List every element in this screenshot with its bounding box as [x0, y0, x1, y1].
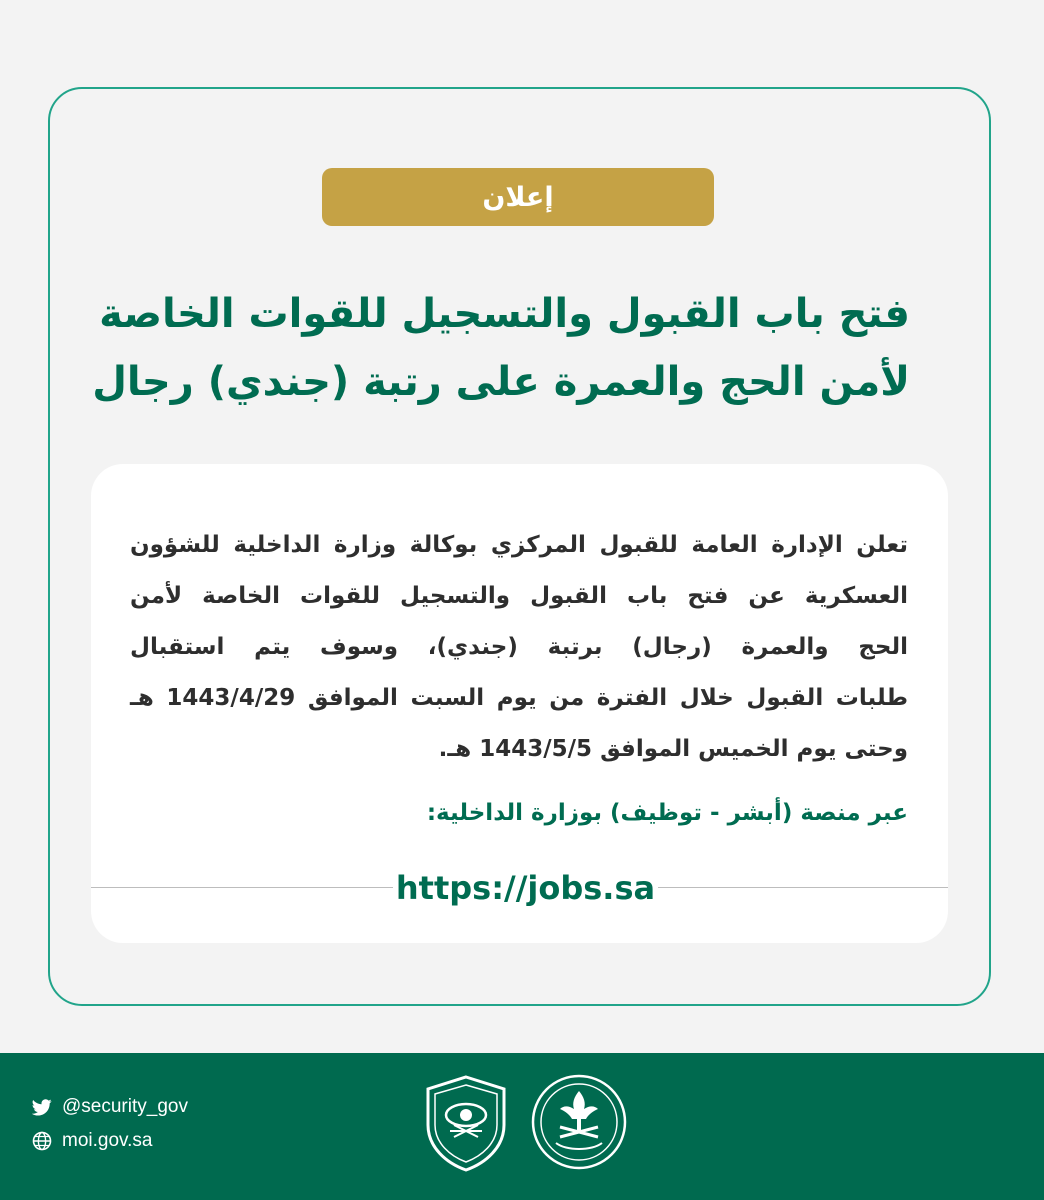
- twitter-contact[interactable]: [32, 1096, 188, 1118]
- twitter-handle: @security_gov: [62, 1096, 188, 1117]
- website-url: moi.gov.sa: [62, 1130, 153, 1151]
- announcement-badge: [322, 168, 714, 226]
- divider-left: [91, 887, 393, 888]
- website-contact[interactable]: [32, 1130, 152, 1152]
- globe-icon: [32, 1131, 52, 1151]
- public-security-logo: [420, 1073, 512, 1173]
- title-line-1: فتح باب القبول والتسجيل للقوات الخاصة: [99, 291, 910, 337]
- ministry-interior-logo: [530, 1073, 628, 1171]
- body-line-1: تعلن الإدارة العامة للقبول المركزي بوكالة وزارة الداخلية للشؤون: [130, 532, 908, 558]
- announcement-title: [90, 280, 910, 416]
- divider-right: [658, 887, 948, 888]
- platform-text: عبر منصة (أبشر - توظيف) بوزارة الداخلية:: [426, 800, 908, 826]
- title-line-2: لأمن الحج والعمرة على رتبة (جندي) رجال: [92, 359, 910, 405]
- twitter-icon: [32, 1099, 52, 1116]
- announcement-body: [130, 520, 908, 775]
- jobs-link[interactable]: https://jobs.sa: [395, 869, 656, 907]
- footer-bar: [0, 1053, 1044, 1200]
- badge-label: إعلان: [482, 181, 554, 213]
- body-line-4: طلبات القبول خلال الفترة من يوم السبت الموافق 1443/4/29 هـ: [130, 685, 908, 711]
- body-line-2: العسكرية عن فتح باب القبول والتسجيل للقوات الخاصة لأمن: [130, 583, 908, 609]
- body-line-5: وحتى يوم الخميس الموافق 1443/5/5 هـ.: [438, 736, 908, 762]
- body-line-3: الحج والعمرة (رجال) برتبة (جندي)، وسوف يتم استقبال: [130, 634, 908, 660]
